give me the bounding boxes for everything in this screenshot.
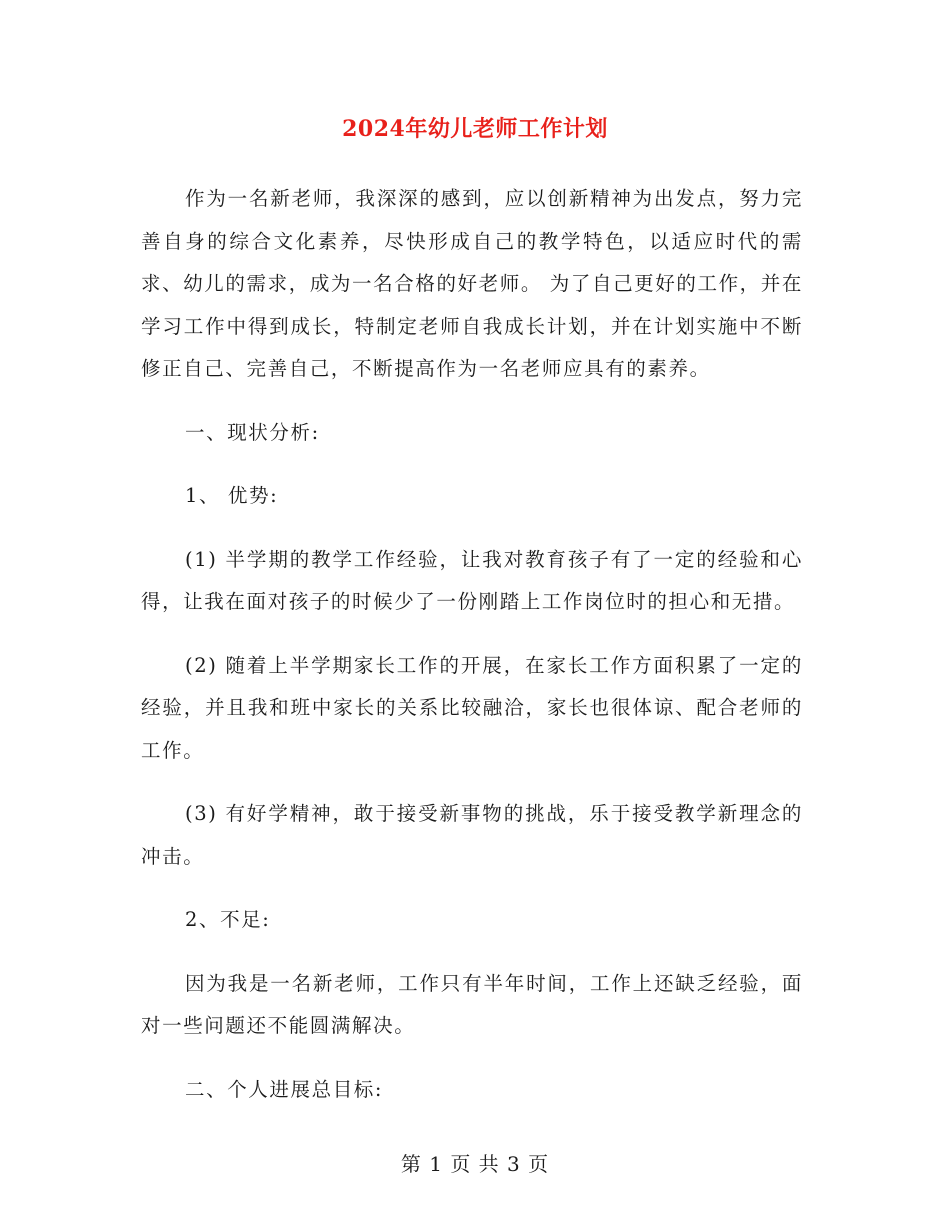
- page-number-footer: 第 1 页 共 3 页: [400, 1152, 550, 1176]
- strength-item-3: (3) 有好学精神，敢于接受新事物的挑战，乐于接受教学新理念的冲击。: [141, 802, 803, 868]
- weakness-paragraph: 因为我是一名新老师，工作只有半年时间，工作上还缺乏经验，面对一些问题还不能圆满解决。: [141, 971, 803, 1037]
- intro-paragraph: 作为一名新老师，我深深的感到，应以创新精神为出发点，努力完善自身的综合文化素养，尽快形成自己的教学特色，以适应时代的需求、幼儿的需求，成为一名合格的好老师。 为了自己更好的工作，并在学习工作中得到成长，特制定老师自我成长计划，并在计划实施中不断修正自己、完善自己，不断提高作为一名老师应具有的素养。: [141, 187, 803, 380]
- document-body: [141, 178, 803, 1132]
- section-heading-goals: 二、个人进展总目标:: [185, 1077, 384, 1101]
- strength-item-2: (2) 随着上半学期家长工作的开展，在家长工作方面积累了一定的经验，并且我和班中家长的关系比较融洽，家长也很体谅、配合老师的工作。: [141, 653, 803, 762]
- subheading-weaknesses: 2、不足:: [185, 908, 271, 931]
- section-heading-status: 一、现状分析:: [185, 420, 320, 444]
- subheading-strengths: 1、 优势:: [185, 484, 279, 507]
- document-title: 2024年幼儿老师工作计划: [342, 116, 608, 142]
- strength-item-1: (1) 半学期的教学工作经验，让我对教育孩子有了一定的经验和心得，让我在面对孩子的时候少了一份刚踏上工作岗位时的担心和无措。: [141, 547, 803, 613]
